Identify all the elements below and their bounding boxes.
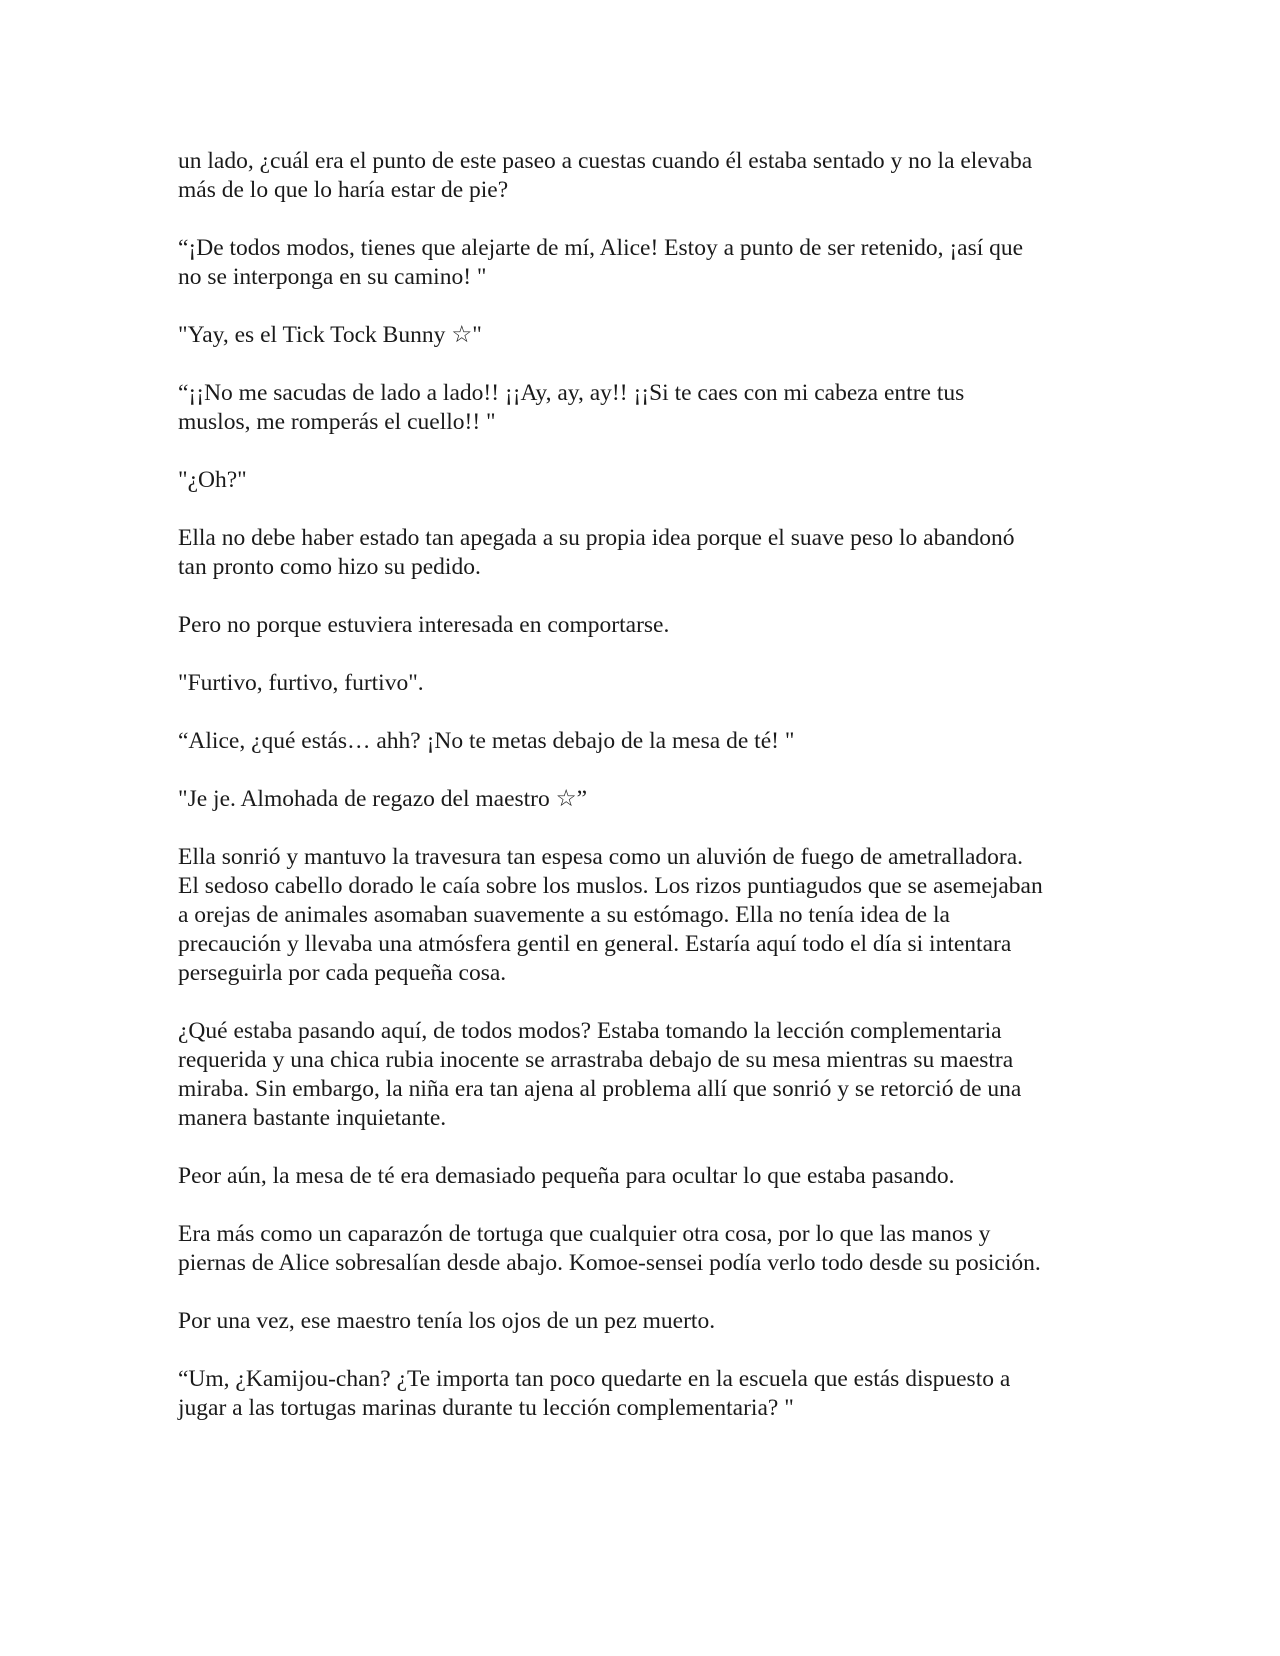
paragraph	[178, 785, 1108, 814]
paragraph	[178, 1307, 1108, 1336]
text-line: jugar a las tortugas marinas durante tu lección complementaria? "	[178, 1395, 794, 1421]
text-line: “Um, ¿Kamijou-chan? ¿Te importa tan poco quedarte en la escuela que estás dispuesto a	[178, 1366, 1011, 1392]
text-line: manera bastante inquietante.	[178, 1105, 447, 1131]
paragraph	[178, 843, 1108, 988]
paragraph	[178, 669, 1108, 698]
text-line: "¿Oh?"	[178, 467, 247, 493]
text-line: Era más como un caparazón de tortuga que cualquier otra cosa, por lo que las manos y	[178, 1221, 991, 1247]
text-line: a orejas de animales asomaban suavemente a su estómago. Ella no tenía idea de la	[178, 902, 950, 928]
text-line: requerida y una chica rubia inocente se arrastraba debajo de su mesa mientras su maestra	[178, 1047, 1014, 1073]
paragraph	[178, 727, 1108, 756]
paragraph	[178, 524, 1108, 582]
paragraph	[178, 611, 1108, 640]
text-line: tan pronto como hizo su pedido.	[178, 554, 481, 580]
text-line: Peor aún, la mesa de té era demasiado pequeña para ocultar lo que estaba pasando.	[178, 1163, 955, 1189]
text-line: precaución y llevaba una atmósfera gentil en general. Estaría aquí todo el día si intentara	[178, 931, 1012, 957]
text-line: miraba. Sin embargo, la niña era tan ajena al problema allí que sonrió y se retorció de una	[178, 1076, 1022, 1102]
text-line: no se interponga en su camino! "	[178, 264, 487, 290]
text-line: ¿Qué estaba pasando aquí, de todos modos? Estaba tomando la lección complementaria	[178, 1018, 1002, 1044]
paragraph	[178, 1220, 1108, 1278]
paragraph	[178, 466, 1108, 495]
paragraph	[178, 234, 1108, 292]
document-body	[178, 147, 1108, 1452]
paragraph	[178, 379, 1108, 437]
text-line: Por una vez, ese maestro tenía los ojos de un pez muerto.	[178, 1308, 716, 1334]
text-line: "Je je. Almohada de regazo del maestro ☆”	[178, 786, 588, 812]
text-line: "Furtivo, furtivo, furtivo".	[178, 670, 424, 696]
text-line: Ella no debe haber estado tan apegada a su propia idea porque el suave peso lo abandonó	[178, 525, 1015, 551]
text-line: Pero no porque estuviera interesada en comportarse.	[178, 612, 670, 638]
text-line: Ella sonrió y mantuvo la travesura tan espesa como un aluvión de fuego de ametralladora.	[178, 844, 1024, 870]
text-line: más de lo que lo haría estar de pie?	[178, 177, 509, 203]
paragraph	[178, 1162, 1108, 1191]
paragraph	[178, 1017, 1108, 1133]
paragraph	[178, 321, 1108, 350]
text-line: un lado, ¿cuál era el punto de este paseo a cuestas cuando él estaba sentado y no la elevaba	[178, 148, 1033, 174]
paragraph	[178, 1365, 1108, 1423]
text-line: "Yay, es el Tick Tock Bunny ☆"	[178, 322, 482, 348]
text-line: El sedoso cabello dorado le caía sobre los muslos. Los rizos puntiagudos que se asemejaban	[178, 873, 1043, 899]
text-line: “¡¡No me sacudas de lado a lado!! ¡¡Ay, ay, ay!! ¡¡Si te caes con mi cabeza entre tus	[178, 380, 965, 406]
text-line: “¡De todos modos, tienes que alejarte de mí, Alice! Estoy a punto de ser retenido, ¡así que	[178, 235, 1024, 261]
paragraph	[178, 147, 1108, 205]
text-line: perseguirla por cada pequeña cosa.	[178, 960, 507, 986]
text-line: muslos, me romperás el cuello!! "	[178, 409, 496, 435]
text-line: “Alice, ¿qué estás… ahh? ¡No te metas debajo de la mesa de té! "	[178, 728, 795, 754]
text-line: piernas de Alice sobresalían desde abajo. Komoe-sensei podía verlo todo desde su posición.	[178, 1250, 1041, 1276]
